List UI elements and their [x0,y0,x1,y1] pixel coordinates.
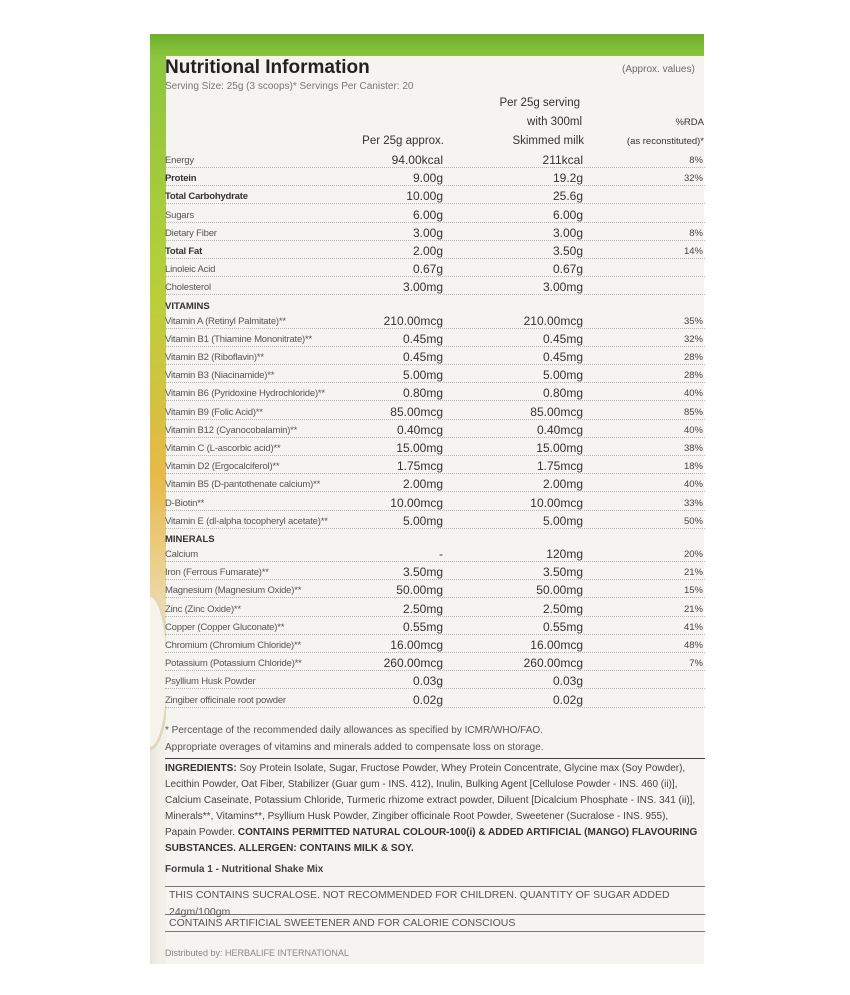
table-row [165,565,705,583]
table-row [165,262,705,280]
value-with-milk: 0.55mg [542,619,583,634]
table-row [165,171,705,189]
nutrient-name: Vitamin A (Retinyl Palmitate)** [165,315,286,327]
row-leader-dots [165,203,705,204]
value-rda: 40% [683,479,703,491]
value-per-25g: 260.00mcg [383,656,443,671]
nutrient-name: Vitamin B5 (D-pantothenate calcium)** [165,479,321,491]
value-per-25g: 5.00mg [402,513,443,528]
col3-header-line1: %RDA [675,117,704,128]
row-leader-dots [165,222,705,223]
footnote-rda: * Percentage of the recommended daily allowances as specified by ICMR/WHO/FAO. [165,725,543,736]
ingredients-line-5b: CONTAINS PERMITTED NATURAL COLOUR-100(i) & ADDED ARTIFICIAL (MANGO) FLAVOURING [237,827,698,838]
value-per-25g: 10.00mcg [390,495,443,510]
nutrient-name: Potassium (Potassium Chloride)** [165,658,302,670]
row-leader-dots [165,528,705,529]
value-per-25g: 9.00g [412,171,443,186]
table-row [165,368,705,386]
row-leader-dots [165,707,705,708]
value-with-milk: 19.2g [552,171,583,186]
nutrient-name: Linoleic Acid [165,264,216,276]
ingredients-line-6: SUBSTANCES. ALLERGEN: CONTAINS MILK & SOY. [165,843,414,854]
table-row [165,314,705,332]
value-per-25g: 0.80mg [402,386,443,401]
col2-header-line1: Per 25g serving [499,97,580,109]
value-per-25g: 50.00mg [396,583,443,598]
value-with-milk: 16.00mcg [530,638,583,652]
ingredients-label: INGREDIENTS: [165,763,237,774]
value-with-milk: 120mg [546,547,583,561]
nutrient-name: D-Biotin** [165,497,205,509]
table-row [165,280,705,298]
value-rda: 32% [683,173,703,185]
value-per-25g: 2.00g [412,244,443,258]
value-with-milk: 6.00g [552,207,583,222]
table-row [165,496,705,514]
table-row [165,693,705,711]
ingredients-block [165,761,705,857]
ingredients-line-2: Lecithin Powder, Oat Fiber, Stabilizer (Guar gum - INS. 412), Inulin, Bulking Agent [Cellulose Powder - INS. 460 (ii)], [165,779,678,790]
value-per-25g: 16.00mcg [390,638,443,652]
serving-info: Serving Size: 25g (3 scoops)* Servings Per Canister: 20 [165,81,414,92]
value-with-milk: 15.00mg [536,441,583,455]
value-per-25g: 0.55mg [402,619,443,634]
warning-sucralose: THIS CONTAINS SUCRALOSE. NOT RECOMMENDED FOR CHILDREN. QUANTITY OF SUGAR ADDED 24gm/100gm [165,886,705,903]
value-rda: 32% [683,333,703,345]
value-with-milk: 210.00mcg [523,313,583,328]
value-rda: 35% [683,315,703,327]
value-with-milk: 3.50g [552,244,583,258]
nutrient-name: Vitamin D2 (Ergocalciferol)** [165,461,280,473]
table-row [165,620,705,638]
row-leader-dots [165,652,705,653]
row-leader-dots [165,561,705,562]
value-per-25g: 0.02g [412,692,443,707]
value-rda: 85% [683,406,703,418]
value-with-milk: 1.75mcg [536,459,583,474]
table-row [165,477,705,495]
value-rda: 41% [683,621,703,633]
value-with-milk: 85.00mcg [530,404,583,419]
value-rda: 21% [683,603,703,615]
value-per-25g: 3.00g [412,225,443,240]
nutrient-name: Vitamin B6 (Pyridoxine Hydrochloride)** [165,388,325,400]
row-leader-dots [165,597,705,598]
value-per-25g: 0.67g [412,262,443,277]
nutrient-name: Calcium [165,549,198,560]
section-heading: VITAMINS [165,300,210,312]
value-with-milk: 5.00mg [542,513,583,528]
nutrient-name: Copper (Copper Gluconate)** [165,621,285,633]
row-leader-dots [165,276,705,277]
value-rda: 38% [683,443,703,454]
row-leader-dots [165,455,705,456]
value-per-25g: 6.00g [412,207,443,222]
value-per-25g: - [439,547,443,561]
row-leader-dots [165,294,705,295]
value-per-25g: 2.50mg [402,601,443,616]
nutrient-name: Vitamin B3 (Niacinamide)** [165,370,275,382]
value-with-milk: 0.03g [552,674,583,689]
value-rda: 33% [683,497,703,509]
value-per-25g: 0.03g [412,674,443,689]
nutrient-name: Cholesterol [165,282,211,294]
panel-title: Nutritional Information [165,57,370,78]
row-leader-dots [165,634,705,635]
value-with-milk: 3.00mg [542,280,583,295]
nutrient-name: Vitamin C (L-ascorbic acid)** [165,443,281,454]
value-per-25g: 94.00kcal [391,153,443,167]
value-with-milk: 0.80mg [542,386,583,401]
ingredients-line-5a: Papain Powder. [165,827,236,838]
value-with-milk: 0.02g [552,692,583,707]
value-rda: 50% [683,515,703,527]
nutrient-name: Vitamin B2 (Riboflavin)** [165,352,264,363]
value-per-25g: 3.00mg [402,280,443,295]
value-per-25g: 210.00mcg [383,313,443,328]
table-row [165,514,705,532]
row-leader-dots [165,382,705,383]
value-rda: 14% [683,246,703,257]
nutrient-name: Total Carbohydrate [165,191,248,203]
nutrient-name: Sugars [165,209,194,221]
value-with-milk: 2.50mg [542,601,583,616]
col3-header-line2: (as reconstituted)* [626,136,704,147]
value-per-25g: 0.40mcg [396,422,443,437]
row-leader-dots [165,185,705,186]
value-with-milk: 0.40mcg [536,422,583,437]
row-leader-dots [165,616,705,617]
table-row [165,441,705,459]
nutrient-name: Vitamin B9 (Folic Acid)** [165,406,263,418]
value-per-25g: 0.45mg [402,350,443,364]
row-leader-dots [165,510,705,511]
table-row [165,459,705,477]
col2-header-line3: Skimmed milk [512,135,584,147]
row-leader-dots [165,437,705,438]
nutrient-name: Dietary Fiber [165,227,217,239]
nutrient-name: Chromium (Chromium Chloride)** [165,640,302,651]
row-leader-dots [165,400,705,401]
formula-name: Formula 1 - Nutritional Shake Mix [165,864,324,875]
nutrient-name: Iron (Ferrous Fumarate)** [165,567,269,579]
table-row [165,332,705,350]
value-with-milk: 0.67g [552,262,583,277]
row-leader-dots [165,328,705,329]
table-row [165,244,705,262]
value-per-25g: 1.75mcg [396,459,443,474]
divider [165,758,705,759]
value-per-25g: 5.00mg [402,368,443,383]
value-with-milk: 25.6g [552,189,583,204]
value-rda: 40% [683,388,703,400]
value-rda: 28% [683,352,703,363]
value-per-25g: 2.00mg [402,477,443,492]
row-leader-dots [165,240,705,241]
row-leader-dots [165,258,705,259]
value-rda: 20% [683,549,703,560]
nutrient-name: Zingiber officinale root powder [165,694,286,706]
table-row [165,350,705,368]
table-row [165,547,705,565]
value-rda: 7% [689,658,703,670]
table-row [165,674,705,692]
table-row [165,423,705,441]
row-leader-dots [165,579,705,580]
row-leader-dots [165,491,705,492]
value-rda: 18% [683,461,703,473]
warning-sweetener: CONTAINS ARTIFICIAL SWEETENER AND FOR CALORIE CONSCIOUS [165,914,705,931]
ingredients-line-1: Soy Protein Isolate, Sugar, Fructose Powder, Whey Protein Concentrate, Glycine max (Soy Powder), [239,763,686,774]
value-per-25g: 85.00mcg [390,404,443,419]
value-rda: 48% [683,640,703,651]
section-heading: MINERALS [165,534,215,545]
value-rda: 8% [689,227,703,239]
nutrient-name: Zinc (Zinc Oxide)** [165,603,241,615]
table-row [165,189,705,207]
approx-note: (Approx. values) [622,64,695,75]
nutrient-name: Vitamin B12 (Cyanocobalamin)** [165,424,298,436]
row-leader-dots [165,346,705,347]
row-leader-dots [165,419,705,420]
row-leader-dots [165,688,705,689]
value-per-25g: 0.45mg [402,331,443,346]
table-row [165,208,705,226]
value-rda: 15% [683,585,703,597]
value-per-25g: 10.00g [406,189,443,204]
row-leader-dots [165,167,705,168]
table-row [165,638,705,656]
value-with-milk: 5.00mg [542,368,583,383]
value-rda: 40% [683,424,703,436]
value-with-milk: 3.50mg [542,565,583,580]
table-row [165,386,705,404]
table-row [165,656,705,674]
ingredients-line-3: Calcium Caseinate, Potassium Chloride, Turmeric rhizome extract powder, Diluent [Dicalcium Phosphate - INS. 341 (ii)], [165,795,696,806]
value-rda: 28% [683,370,703,382]
value-with-milk: 10.00mcg [530,495,583,510]
warning-bottom-rule [165,931,705,932]
nutrient-name: Protein [165,173,197,185]
distributor-text: Distributed by: HERBALIFE INTERNATIONAL [165,948,349,958]
value-per-25g: 15.00mg [396,441,443,455]
nutrient-name: Vitamin E (dl-alpha tocopheryl acetate)** [165,515,328,527]
row-leader-dots [165,670,705,671]
row-leader-dots [165,473,705,474]
value-with-milk: 50.00mg [536,583,583,598]
value-with-milk: 2.00mg [542,477,583,492]
nutrient-name: Total Fat [165,246,203,257]
left-color-band [150,56,166,656]
nutrient-name: Vitamin B1 (Thiamine Mononitrate)** [165,333,313,345]
col1-header: Per 25g approx. [362,135,444,147]
table-row [165,153,705,171]
value-rda: 21% [683,567,703,579]
table-row [165,226,705,244]
value-with-milk: 0.45mg [542,331,583,346]
value-with-milk: 260.00mcg [523,656,583,671]
table-row [165,602,705,620]
ingredients-line-4: Minerals**, Vitamins**, Psyllium Husk Powder, Zingiber officinale Root Powder, Sweetener (Sucralose - INS. 955), [165,811,669,822]
green-top-band [150,34,704,56]
row-leader-dots [165,364,705,365]
table-row [165,405,705,423]
nutrient-name: Energy [165,155,194,166]
value-with-milk: 3.00g [552,225,583,240]
footnote-overages: Appropriate overages of vitamins and minerals added to compensate loss on storage. [165,742,544,753]
nutrient-name: Magnesium (Magnesium Oxide)** [165,585,302,597]
value-with-milk: 211kcal [542,153,583,167]
col2-header-line2: with 300ml [527,116,582,128]
table-row [165,583,705,601]
nutrient-name: Psyllium Husk Powder [165,676,256,688]
value-per-25g: 3.50mg [402,565,443,580]
value-rda: 8% [689,155,703,166]
value-with-milk: 0.45mg [542,350,583,364]
